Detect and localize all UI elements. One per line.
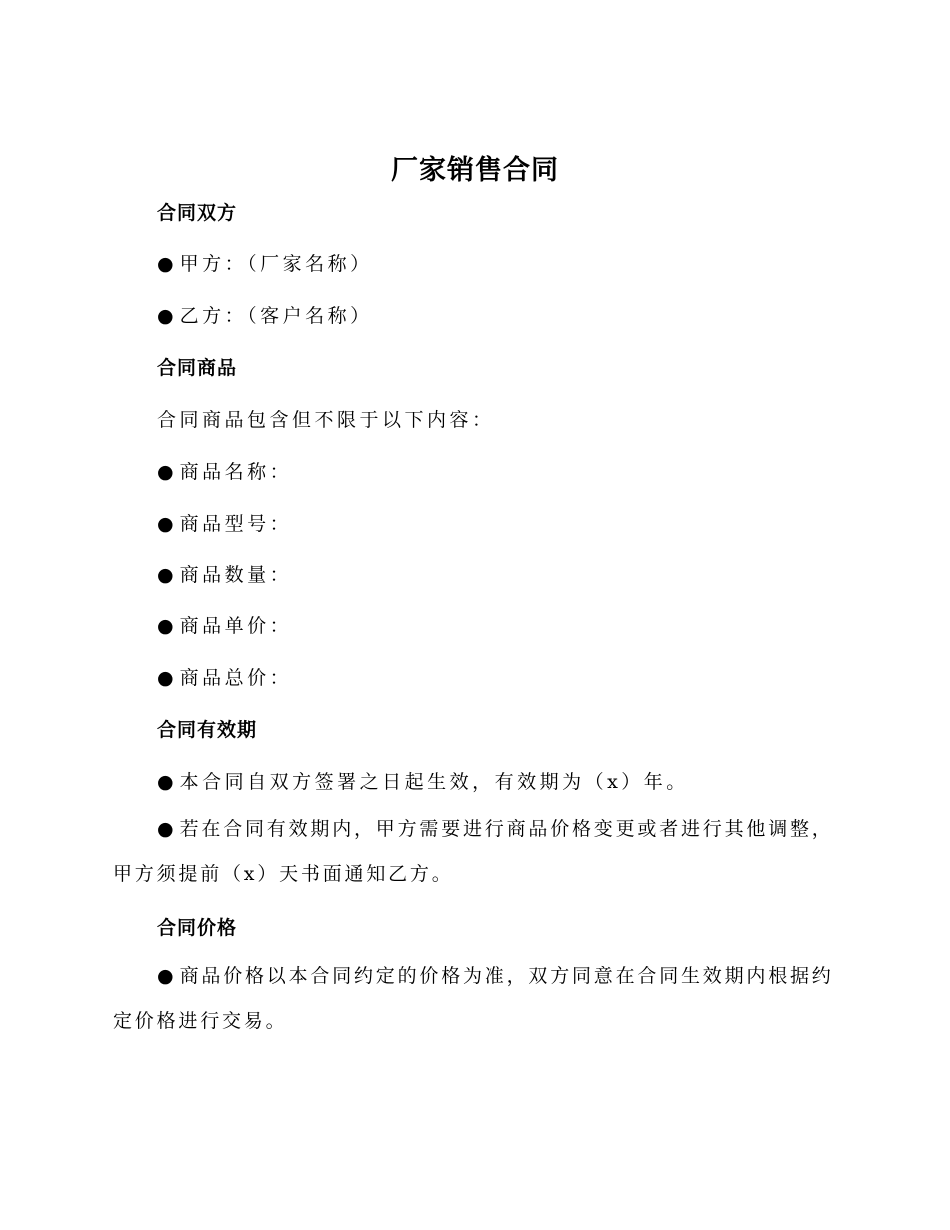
section-heading-parties: 合同双方 (157, 202, 238, 224)
bullet-icon: ● (157, 564, 174, 586)
validity-item-2 (113, 807, 843, 897)
party-b-line (157, 301, 373, 328)
section-heading-goods: 合同商品 (157, 357, 238, 379)
bullet-icon: ● (157, 771, 174, 793)
party-a-line (157, 249, 373, 276)
validity-item-2-text: 若在合同有效期内，甲方需要进行商品价格变更或者进行其他调整，甲方须提前（x）天书面通知乙方。 (113, 818, 834, 885)
goods-item-quantity (157, 560, 292, 587)
goods-intro: 合同商品包含但不限于以下内容： (157, 409, 495, 431)
goods-item-name (157, 457, 292, 484)
document-title: 厂家销售合同 (391, 155, 559, 186)
goods-item-model (157, 509, 292, 536)
bullet-icon: ● (157, 667, 174, 689)
bullet-icon: ● (157, 615, 174, 637)
party-a-text: 甲方：（厂家名称） (179, 253, 373, 275)
goods-item-text: 商品名称： (179, 461, 293, 483)
bullet-icon: ● (157, 513, 174, 535)
validity-item-1-text: 本合同自双方签署之日起生效，有效期为（x）年。 (179, 771, 689, 793)
bullet-icon: ● (157, 461, 174, 483)
goods-item-text: 商品数量： (179, 564, 293, 586)
bullet-icon: ● (157, 818, 174, 840)
bullet-icon: ● (157, 305, 174, 327)
goods-item-text: 商品单价： (179, 615, 293, 637)
bullet-icon: ● (157, 965, 174, 987)
price-item-1-text: 商品价格以本合同约定的价格为准，双方同意在合同生效期内根据约定价格进行交易。 (113, 965, 834, 1032)
bullet-icon: ● (157, 253, 174, 275)
party-b-text: 乙方：（客户名称） (179, 305, 373, 327)
goods-item-unit-price (157, 611, 292, 638)
goods-item-text: 商品总价： (179, 667, 293, 689)
price-item-1 (113, 954, 843, 1044)
section-heading-validity: 合同有效期 (157, 719, 258, 741)
goods-item-text: 商品型号： (179, 513, 293, 535)
section-heading-price: 合同价格 (157, 917, 238, 939)
goods-item-total-price (157, 663, 292, 690)
validity-item-1 (157, 767, 689, 794)
